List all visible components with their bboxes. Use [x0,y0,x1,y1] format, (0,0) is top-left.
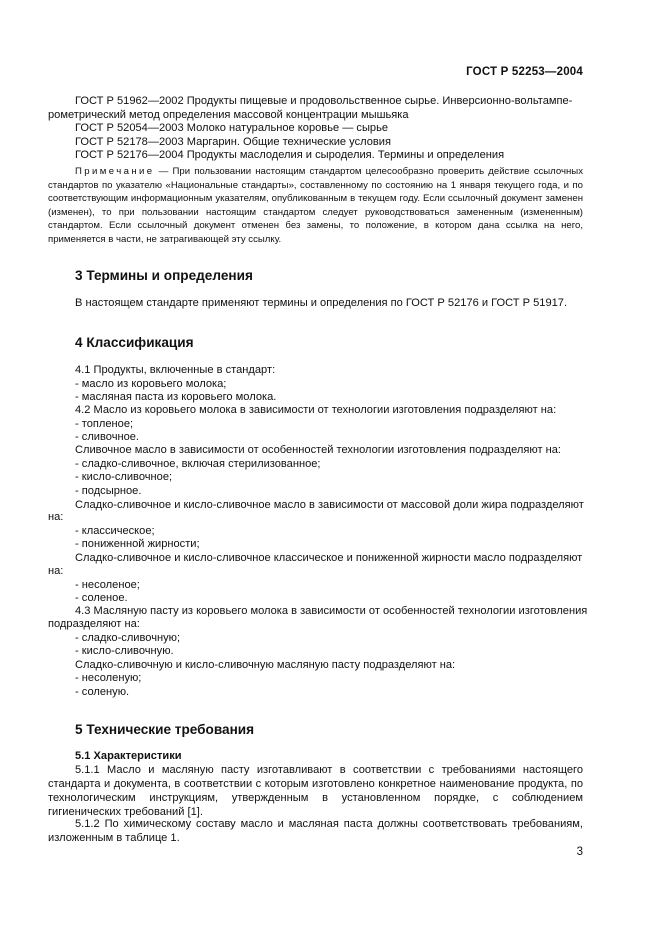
list-item: - топленое; [75,418,134,430]
section-4-title: 4 Классификация [75,335,194,350]
list-item: - сливочное. [75,431,140,443]
list-item: - подсырное. [75,485,142,497]
document-code: ГОСТ Р 52253—2004 [466,66,583,78]
section-3-title: 3 Термины и определения [75,268,253,283]
paragraph-continuation: на: [48,511,64,523]
list-item: - несоленую; [75,672,142,684]
paragraph: Сладко-сливочное и кисло-сливочное классическое и пониженной жирности масло подразделяют [75,552,583,564]
clause-5-1-2: 5.1.2 По химическому составу масло и масляная паста должны соответствовать требованиям, изложенным в таблице 1. [48,818,583,844]
list-item: - классическое; [75,525,155,537]
list-item: - масло из коровьего молока; [75,378,227,390]
paragraph-continuation: на: [48,565,64,577]
subsection-5-1-title: 5.1 Характеристики [75,750,182,762]
clause-4-2: 4.2 Масло из коровьего молока в зависимости от технологии изготовления подразделяют на: [75,404,557,416]
note-label: Примечание [75,166,155,177]
paragraph: Сладко-сливочную и кисло-сливочную масляную пасту подразделяют на: [75,659,456,671]
list-item: - масляная паста из коровьего молока. [75,391,277,403]
list-item: - сладко-сливочную; [75,632,181,644]
note-text: — При пользовании настоящим стандартом целесообразно проверить действие ссылочных стандартов по указателю «Национальные стандарты», составленному по состоянию на 1 января текущего года, и по соответствующим информационным указателям, опубликованным в текущем году. Если ссылочный документ заменен (изменен), то при пользовании настоящим стандартом следует руководствоваться замененным (измененным) стандартом. Если ссылочный документ отменен без замены, то положение, в котором дана ссылка на него, применяется в части, не затрагивающей эту ссылку. [48,166,584,245]
section-5-title: 5 Технические требования [75,722,255,737]
list-item: - сладко-сливочное, включая стерилизованное; [75,458,321,470]
paragraph-continuation: подразделяют на: [48,618,140,630]
clause-4-1: 4.1 Продукты, включенные в стандарт: [75,364,276,376]
list-item: - соленое. [75,592,128,604]
list-item: - несоленое; [75,579,140,591]
list-item: - соленую. [75,686,130,698]
clause-5-1-1: 5.1.1 Масло и масляную пасту изготавливают в соответствии с требованиями настоящего стандарта и документа, в соответствии с которым изготовлено конкретное наименование продукта, по технологическим инструкциям, утвержденным в установленном порядке, с соблюдением гигиенических требований [1]. [48,764,583,818]
paragraph: Сливочное масло в зависимости от особенностей технологии изготовления подразделяют на: [75,444,561,456]
clause-4-3: 4.3 Масляную пасту из коровьего молока в зависимости от особенностей технологии изготовления [75,605,588,617]
ref-gost-51962-line1: ГОСТ Р 51962—2002 Продукты пищевые и продовольственное сырье. Инверсионно-вольтампе- [75,95,573,107]
list-item: - кисло-сливочное; [75,471,173,483]
list-item: - пониженной жирности; [75,538,200,550]
paragraph: Сладко-сливочное и кисло-сливочное масло в зависимости от массовой доли жира подразделяют [75,499,584,511]
ref-gost-52054: ГОСТ Р 52054—2003 Молоко натуральное коровье — сырье [75,122,389,134]
ref-gost-52178: ГОСТ Р 52178—2003 Маргарин. Общие технические условия [75,136,391,148]
ref-gost-52176: ГОСТ Р 52176—2004 Продукты маслоделия и сыроделия. Термины и определения [75,149,505,161]
ref-gost-51962-line2: рометрический метод определения массовой концентрации мышьяка [48,109,409,121]
list-item: - кисло-сливочную. [75,645,174,657]
section-3-text: В настоящем стандарте применяют термины и определения по ГОСТ Р 52176 и ГОСТ Р 51917. [75,297,568,309]
page-number: 3 [576,846,583,858]
reference-note [48,165,583,247]
